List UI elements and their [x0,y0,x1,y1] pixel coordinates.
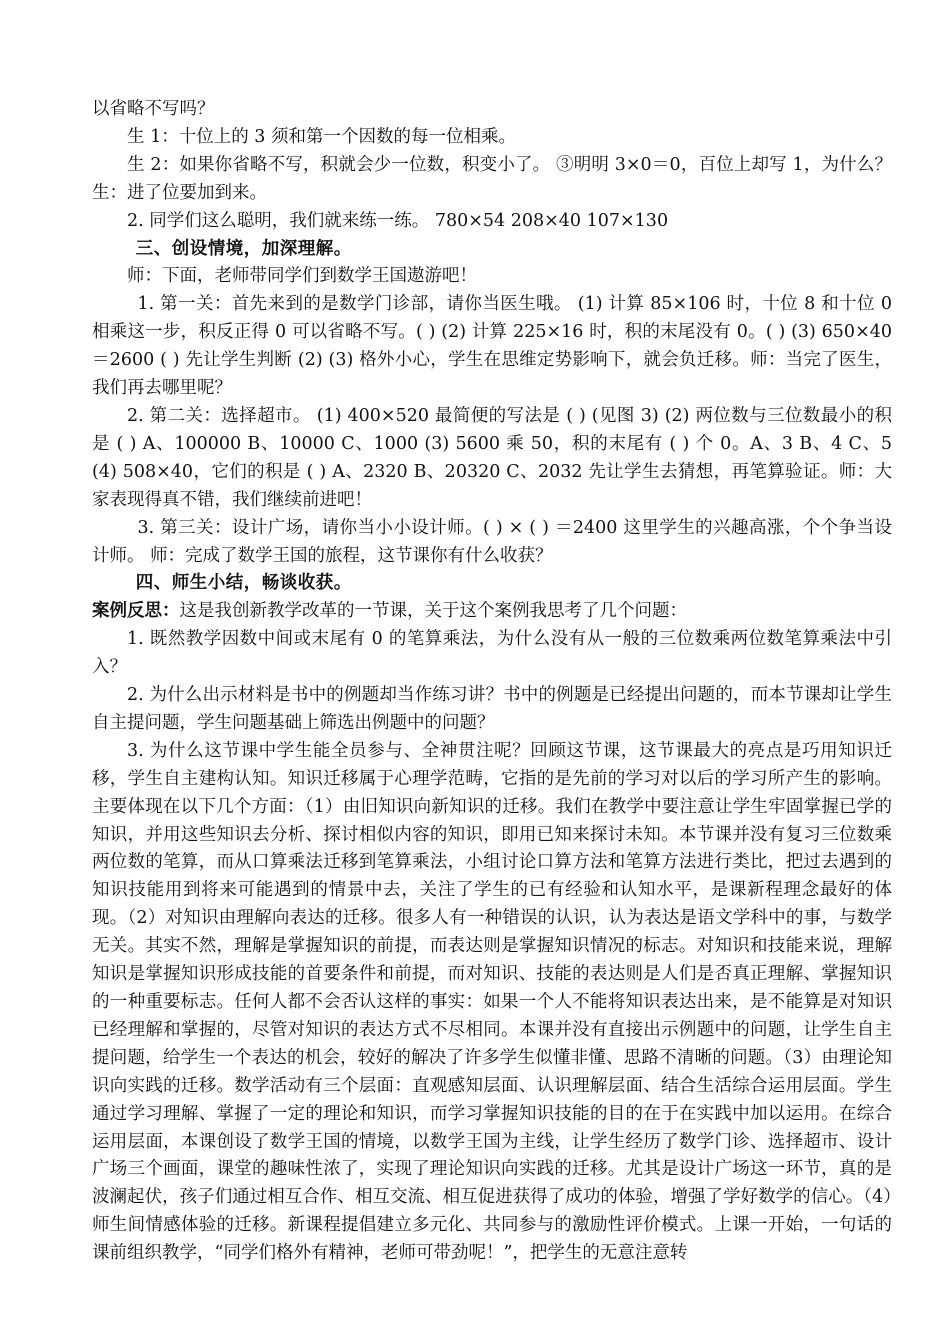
reflection-text: 这是我创新教学改革的一节课，关于这个案例我思考了几个问题： [179,601,687,622]
paragraph-question-3: 3. 为什么这节课中学生能全员参与、全神贯注呢？回顾这节课，这节课最大的亮点是巧用知识迁移，学生自主建构认知。知识迁移属于心理学范畴，它指的是先前的学习对以后的学习所产生的影响。主要体现在以下几个方面：（1）由旧知识向新知识的迁移。我们在教学中要注意让学生牢固掌握已学的知识，并用这些知识去分析、探讨相似内容的知识，即用已知来探讨未知。本节课并没有复习三位数乘两位数的笔算，而从口算乘法迁移到笔算乘法，小组讨论口算方法和笔算方法进行类比，把过去遇到的知识技能用到将来可能遇到的情景中去，关注了学生的已有经验和认知水平，是课新程理念最好的体现。（2）对知识由理解向表达的迁移。很多人有一种错误的认识，认为表达是语文学科中的事，与数学无关。其实不然，理解是掌握知识的前提，而表达则是掌握知识情况的标志。对知识和技能来说，理解知识是掌握知识形成技能的首要条件和前提，而对知识、技能的表达则是人们是否真正理解、掌握知识的一种重要标志。任何人都不会否认这样的事实：如果一个人不能将知识表达出来，是不能算是对知识已经理解和掌握的，尽管对知识的表达方式不尽相同。本课并没有直接出示例题中的问题，让学生自主提问题，给学生一个表达的机会，较好的解决了许多学生似懂非懂、思路不清晰的问题。（3）由理论知识向实践的迁移。数学活动有三个层面：直观感知层面、认识理解层面、结合生活综合运用层面。学生通过学习理解、掌握了一定的理论和知识，而学习掌握知识技能的目的在于在实践中加以运用。在综合运用层面，本课创设了数学王国的情境，以数学王国为主线，让学生经历了数学门诊、选择超市、设计广场三个画面，课堂的趣味性浓了，实现了理论知识向实践的迁移。尤其是设计广场这一环节，真的是波澜起伏，孩子们通过相互合作、相互交流、相互促进获得了成功的体验，增强了学好数学的信心。（4）师生间情感体验的迁移。新课程提倡建立多元化、共同参与的激励性评价模式。上课一开始，一句话的课前组织教学，“同学们格外有精神，老师可带劲呢！”，把学生的无意注意转 [92,740,892,1264]
section-heading-3: 三、创设情境，加深理解。 [135,238,352,259]
paragraph-teacher-intro: 师：下面，老师带同学们到数学王国遨游吧！ [127,266,477,287]
paragraph-student-1: 生 1：十位上的 3 须和第一个因数的每一位相乘。 [127,126,516,147]
paragraph-reflection [92,598,892,626]
section-heading-4: 四、师生小结，畅谈收获。 [135,573,352,594]
paragraph-student-2: 生 2：如果你省略不写，积就会少一位数，积变小了。 ③明明 3×0＝0，百位上却写 1，为什么？生：进了位要加到来。 [92,154,892,203]
paragraph-question-2: 2. 为什么出示材料是书中的例题却当作练习讲？书中的例题是已经提出问题的，而本节课却让学生自主提问题，学生问题基础上筛选出例题中的问题？ [92,685,892,733]
paragraph-question-1: 1. 既然教学因数中间或末尾有 0 的笔算乘法，为什么没有从一般的三位数乘两位数笔算乘法中引入？ [92,629,892,678]
paragraph-level-3: 3. 第三关：设计广场，请你当小小设计师。( ) × ( ) ＝2400 这里学生的兴趣高涨，个个争当设计师。 师：完成了数学王国的旅程，这节课你有什么收获？ [92,517,892,566]
paragraph-level-2: 2. 第二关：选择超市。 (1) 400×520 最简便的写法是 ( ) (见图 3) (2) 两位数与三位数最小的积是 ( ) A、100000 B、10000 C、1000 (3) 5600 乘 50，积的末尾有 ( ) 个 0。A、3 B、4 C、5 (4) 508×40，它们的积是 ( ) A、2320 B、20320 C、2032 先让学生去猜想，再笔算验证。师：大家表现得真不错，我们继续前进吧！ [92,405,892,510]
paragraph-level-1: 1. 第一关：首先来到的是数学门诊部，请你当医生哦。 (1) 计算 85×106 时，十位 8 和十位 0 相乘这一步，积反正得 0 可以省略不写。( ) (2) 计算 225×16 时，积的末尾没有 0。( ) (3) 650×40＝2600 ( ) 先让学生判断 (2) (3) 格外小心，学生在思维定势影响下，就会负迁移。师：当完了医生，我们再去哪里呢？ [92,294,892,399]
reflection-label: 案例反思： [92,601,180,622]
paragraph-continuation: 以省略不写吗？ [92,99,215,119]
document-page [92,96,892,1268]
paragraph-practice: 2. 同学们这么聪明，我们就来练一练。 780×54 208×40 107×130 [127,210,669,231]
